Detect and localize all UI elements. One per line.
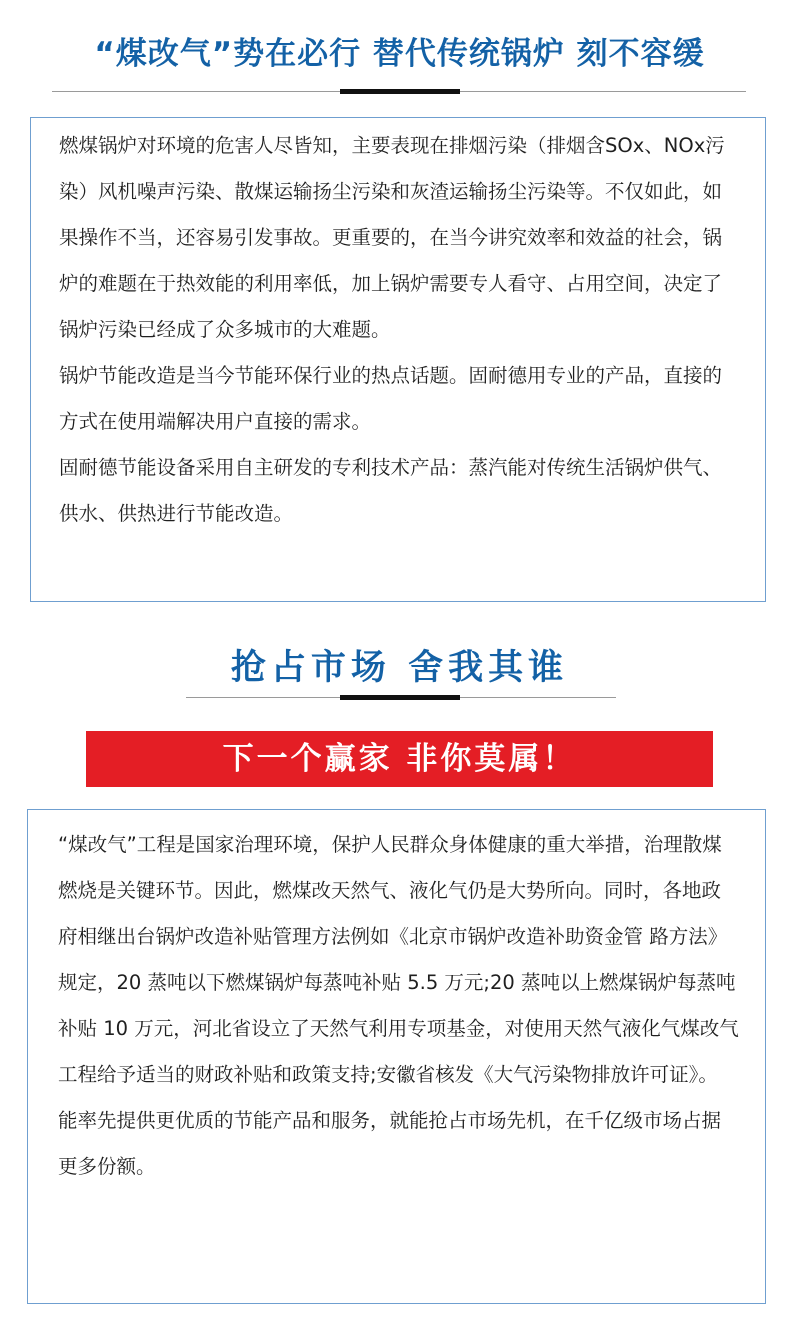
slogan-banner: 下一个赢家 非你莫属！ <box>86 731 713 787</box>
intro-paragraph: 锅炉节能改造是当今节能环保行业的热点话题。固耐德用专业的产品，直接的方式在使用端解决用户直接的需求。 <box>59 364 723 433</box>
market-paragraph: “煤改气”工程是国家治理环境，保护人民群众身体健康的重大举措，治理散煤燃烧是关键环节。因此，燃煤改天然气、液化气仍是大势所向。同时，各地政府相继出台锅炉改造补贴管理方法例如《北京市锅炉改造补助资金管 路方法》规定，20 蒸吨以下燃煤锅炉每蒸吨补贴 5.5 万元;20 蒸吨以上燃煤锅炉每蒸吨补贴 10 万元，河北省设立了天然气利用专项基金，对使用天然气液化气煤改气工程给予适当的财政补贴和政策支持;安徽省核发《大气污染物排放许可证》。 <box>58 833 739 1086</box>
market-paragraph: 能率先提供更优质的节能产品和服务，就能抢占市场先机，在千亿级市场占据更多份额。 <box>58 1109 722 1178</box>
intro-paragraph: 固耐德节能设备采用自主研发的专利技术产品：蒸汽能对传统生活锅炉供气、供水、供热进行节能改造。 <box>59 456 723 525</box>
section-divider-accent <box>340 695 460 700</box>
market-text-box <box>27 809 766 1304</box>
section-title: 抢占市场 舍我其谁 <box>230 648 569 688</box>
page-title: “煤改气”势在必行 替代传统锅炉 刻不容缓 <box>94 36 705 72</box>
title-divider-accent <box>340 89 460 94</box>
intro-paragraph: 燃煤锅炉对环境的危害人尽皆知，主要表现在排烟污染（排烟含SOx、NOx污染）风机噪声污染、散煤运输扬尘污染和灰渣运输扬尘污染等。不仅如此，如果操作不当，还容易引发事故。更重要的，在当今讲究效率和效益的社会，锅炉的难题在于热效能的利用率低，加上锅炉需要专人看守、占用空间，决定了锅炉污染已经成了众多城市的大难题。 <box>59 134 725 341</box>
intro-text-box <box>30 117 766 602</box>
